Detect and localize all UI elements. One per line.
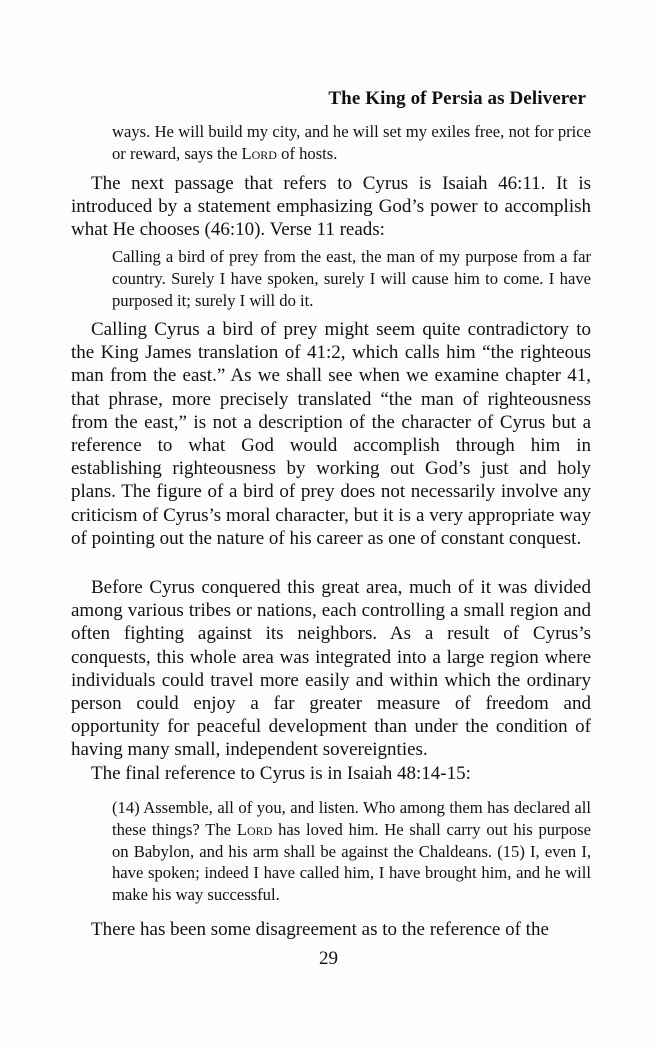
running-head: The King of Persia as Deliverer: [328, 88, 586, 109]
body-paragraph: Calling Cyrus a bird of prey might seem quite contradictory to the King James translation of 41:2, which calls him “the righteous man from the east.” As we shall see when we examine chapter 41, that phrase, more precisely translated “the man of righteousness from the east,” is not a description of the character of Cyrus but a reference to what God would accomplish through him in establishing righteousness by working out God’s just and holy plans. The figure of a bird of prey does not necessarily involve any criticism of Cyrus’s moral character, but it is a very appropriate way of pointing out the nature of his career as one of constant conquest.: [71, 319, 591, 549]
quote-text: has loved him. He shall carry out his purpose on Babylon, and his arm shall be against the Chaldeans. (15) I, even I, have spoken; indeed I have called him, I have brought him, and he will make his way successful.: [112, 819, 591, 905]
quote-text: of hosts.: [281, 143, 338, 163]
body-paragraph: There has been some disagreement as to the reference of the: [91, 919, 549, 940]
quote-text: Calling a bird of prey from the east, the man of my purpose from a far country. Surely I have spoken, surely I will cause him to come. I have purposed it; surely I will do it.: [112, 247, 591, 310]
paragraph-isaiah-46: [71, 172, 591, 242]
lord-small-caps: Lord: [236, 819, 273, 839]
paragraph-bird-of-prey: [71, 318, 591, 550]
paragraph-final-reference: [71, 762, 591, 785]
quote-text: (14) Assemble, all of you, and listen. Who among them has declared all these things? The: [112, 798, 591, 839]
lord-small-caps: Lord: [241, 143, 277, 163]
page-number: 29: [319, 948, 338, 969]
body-paragraph: Before Cyrus conquered this great area, much of it was divided among various tribes or nations, each controlling a small region and often fighting against its neighbors. As a result of Cyrus’s conquests, this whole area was integrated into a large region where individuals could travel more easily and within which the ordinary person could enjoy a far greater measure of freedom and opportunity for peaceful development than under the condition of having many small, independent sovereignties.: [71, 577, 591, 761]
quote-isaiah-48-14-15: [71, 797, 591, 906]
quote-isaiah-46-11: [71, 246, 591, 311]
body-paragraph: The final reference to Cyrus is in Isaiah 48:14-15:: [91, 763, 471, 784]
paragraph-disagreement: [71, 918, 591, 941]
quote-text: ways. He will build my city, and he will set my exiles free, not for price or reward, says the: [112, 122, 591, 163]
paragraph-conquests: [71, 576, 591, 762]
body-paragraph: The next passage that refers to Cyrus is Isaiah 46:11. It is introduced by a statement emphasizing God’s power to accomplish what He chooses (46:10). Verse 11 reads:: [71, 173, 591, 241]
quote-isaiah-45-13: [71, 121, 591, 165]
